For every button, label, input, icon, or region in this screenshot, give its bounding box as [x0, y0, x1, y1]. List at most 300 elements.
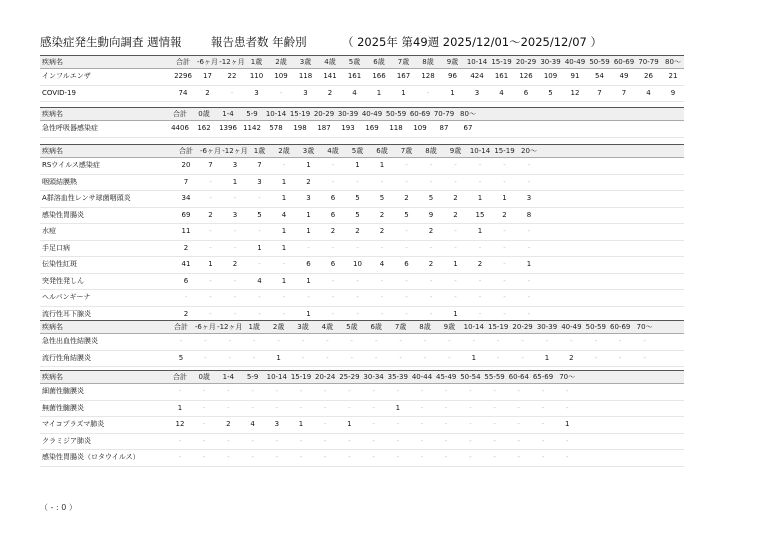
count-cell: 161 [347, 72, 362, 80]
column-header: 15-19 [290, 373, 312, 381]
column-header: 80～ [460, 110, 476, 118]
table-header [40, 370, 684, 384]
count-cell: - [299, 436, 303, 445]
count-cell: - [472, 337, 476, 345]
column-header: 15-19 [494, 147, 515, 155]
count-cell: - [429, 177, 433, 186]
column-header: 60-69 [610, 323, 631, 331]
count-cell: - [454, 227, 457, 235]
report-subtitle: 報告患者数 年齢別 [210, 35, 307, 49]
count-cell: - [405, 243, 408, 252]
count-cell: 3 [526, 194, 532, 202]
column-header: 25-29 [339, 373, 360, 381]
count-cell: 2 [183, 243, 189, 252]
header-disease-name: 疾病名 [42, 147, 63, 155]
count-cell: - [444, 420, 448, 428]
column-header: 10-14 [463, 323, 484, 331]
count-cell: 4 [499, 88, 504, 97]
count-cell: - [202, 436, 206, 445]
column-header: -6ヶ月 [200, 147, 221, 155]
count-cell: - [209, 293, 212, 301]
count-cell: 22 [227, 72, 237, 80]
count-cell: - [429, 161, 433, 169]
count-cell: - [251, 436, 254, 445]
column-header: 8歳 [425, 147, 437, 155]
count-cell: 1 [477, 227, 483, 235]
count-cell: 3 [254, 88, 259, 97]
count-cell: - [493, 387, 496, 395]
column-header: 7歳 [397, 58, 410, 66]
header-disease-name: 疾病名 [42, 58, 63, 66]
count-cell: - [493, 453, 496, 461]
count-cell: - [323, 387, 327, 395]
column-header: 合計 [173, 373, 187, 381]
count-cell: - [372, 436, 375, 445]
count-cell: 2 [379, 210, 385, 219]
count-cell: - [233, 309, 237, 318]
count-cell: - [454, 293, 457, 301]
count-cell: - [541, 387, 545, 395]
count-cell: - [527, 161, 531, 169]
count-cell: - [496, 337, 500, 345]
column-header: 55-59 [484, 373, 505, 381]
count-cell: - [202, 453, 206, 461]
count-cell: 6 [523, 88, 529, 97]
count-cell: - [282, 161, 286, 169]
column-header: 4歳 [327, 147, 339, 155]
column-header: 35-39 [387, 373, 408, 381]
count-cell: - [202, 420, 206, 428]
count-cell: - [277, 337, 280, 345]
column-header: -6ヶ月 [197, 58, 218, 66]
table-row [40, 208, 684, 225]
column-header: 80～ [665, 58, 681, 66]
count-cell: 12 [175, 420, 185, 428]
count-cell: - [323, 453, 327, 461]
count-cell: 109 [413, 124, 427, 132]
count-cell: - [178, 387, 182, 395]
count-cell: - [565, 387, 569, 395]
count-cell: - [350, 353, 354, 362]
column-header: 2歳 [272, 323, 285, 331]
count-cell: 1 [450, 88, 455, 97]
count-cell: - [643, 353, 646, 362]
count-cell: - [301, 353, 305, 362]
count-cell: - [258, 260, 261, 268]
column-header: 合計 [174, 323, 188, 331]
count-cell: 167 [396, 72, 411, 80]
count-cell: 1 [453, 260, 458, 268]
count-cell: 2 [404, 194, 409, 202]
count-cell: - [258, 309, 261, 318]
column-header: 20-29 [313, 110, 335, 118]
disease-name: COVID-19 [42, 88, 76, 97]
count-cell: 2 [306, 177, 311, 186]
count-cell: - [517, 453, 521, 461]
count-cell: - [565, 453, 569, 461]
table-row [40, 417, 684, 434]
count-cell: - [527, 177, 531, 186]
column-header: 60-64 [508, 373, 529, 381]
count-cell: - [478, 243, 482, 252]
count-cell: 1 [395, 403, 401, 412]
count-cell: - [541, 420, 545, 428]
count-cell: - [454, 276, 457, 285]
count-cell: 7 [597, 88, 602, 97]
count-cell: 2 [205, 88, 210, 97]
table-section [40, 55, 684, 102]
count-cell: - [527, 293, 531, 301]
count-cell: - [209, 177, 212, 186]
disease-name: 水痘 [42, 227, 56, 235]
count-cell: - [565, 436, 569, 445]
count-cell: - [570, 337, 573, 345]
count-cell: 7 [183, 177, 189, 186]
count-cell: - [178, 436, 182, 445]
count-cell: - [444, 403, 448, 412]
column-header: 5-9 [246, 110, 258, 118]
column-header: 7歳 [400, 147, 413, 155]
column-header: 10-14 [466, 58, 488, 66]
count-cell: - [279, 88, 283, 97]
count-cell: - [517, 420, 521, 428]
count-cell: - [618, 353, 622, 362]
count-cell: - [299, 453, 303, 461]
count-cell: - [396, 387, 400, 395]
table-row [40, 351, 684, 368]
footer-legend: （ - : 0 ） [40, 503, 77, 512]
count-cell: 11 [181, 227, 191, 235]
column-header: 1歳 [253, 147, 266, 155]
count-cell: - [405, 161, 408, 169]
count-cell: 1 [347, 420, 352, 428]
column-header: 50-59 [589, 58, 610, 66]
table-row [40, 434, 684, 451]
count-cell: 169 [365, 124, 379, 132]
table-row [40, 175, 684, 192]
count-cell: - [420, 453, 424, 461]
count-cell: 5 [178, 353, 184, 362]
count-cell: 109 [274, 72, 288, 80]
count-cell: - [527, 243, 531, 252]
count-cell: - [251, 387, 254, 395]
column-header: 30-34 [363, 373, 384, 381]
count-cell: - [478, 309, 482, 318]
count-cell: - [521, 353, 524, 362]
count-cell: - [405, 309, 408, 318]
column-header: 30-39 [337, 110, 359, 118]
count-cell: - [444, 436, 448, 445]
column-header: 40-49 [561, 323, 582, 331]
count-cell: - [396, 436, 400, 445]
count-cell: 166 [372, 72, 386, 80]
table-header [40, 144, 684, 158]
count-cell: 5 [548, 88, 553, 97]
count-cell: - [478, 177, 482, 186]
count-cell: - [469, 387, 472, 395]
count-cell: - [331, 276, 335, 285]
disease-name: マイコプラズマ肺炎 [42, 420, 105, 428]
count-cell: 87 [439, 124, 449, 132]
count-cell: - [275, 387, 279, 395]
count-cell: - [282, 309, 286, 318]
table-row [40, 334, 684, 351]
disease-name: 咽頭結膜熱 [42, 177, 77, 186]
report-title: 感染症発生動向調査 週情報 [40, 35, 182, 49]
count-cell: 1 [401, 88, 406, 97]
column-header: 50-54 [460, 373, 481, 381]
count-cell: 9 [428, 210, 434, 219]
count-cell: - [469, 453, 472, 461]
count-cell: 1 [281, 276, 287, 285]
count-cell: - [282, 260, 286, 268]
count-cell: - [405, 293, 408, 301]
column-header: 5歳 [348, 58, 361, 66]
count-cell: - [227, 453, 230, 461]
count-cell: - [420, 420, 424, 428]
count-cell: - [356, 276, 359, 285]
count-cell: 1 [471, 353, 477, 362]
column-header: 40-49 [564, 58, 586, 66]
count-cell: 2 [453, 194, 458, 202]
count-cell: 2 [477, 260, 483, 268]
disease-name: 感染性胃腸炎（ロタウイルス） [42, 453, 140, 461]
column-header: 1歳 [248, 323, 260, 331]
count-cell: - [374, 353, 378, 362]
count-cell: - [478, 276, 482, 285]
column-header: 3歳 [297, 323, 309, 331]
count-cell: - [517, 387, 521, 395]
count-cell: - [209, 227, 212, 235]
count-cell: 67 [463, 124, 473, 132]
count-cell: - [380, 243, 384, 252]
table-row [40, 450, 684, 467]
column-header: 10-14 [265, 110, 287, 118]
count-cell: 12 [570, 88, 580, 97]
column-header: 60-69 [613, 58, 635, 66]
count-cell: 162 [197, 124, 211, 132]
count-cell: - [478, 293, 482, 301]
count-cell: 1 [544, 353, 550, 362]
count-cell: - [405, 177, 408, 186]
report-title-line [40, 34, 602, 50]
count-cell: - [202, 387, 206, 395]
count-cell: 1 [177, 403, 183, 412]
disease-name: 急性出血性結膜炎 [42, 337, 98, 345]
disease-name: ヘルパンギーナ [42, 293, 91, 301]
count-cell: 1 [355, 161, 360, 169]
table-row [40, 257, 684, 274]
count-cell: - [541, 403, 545, 412]
count-cell: 1 [281, 194, 287, 202]
count-cell: - [565, 403, 569, 412]
count-cell: 7 [621, 88, 627, 97]
count-cell: - [423, 353, 427, 362]
count-cell: 1 [281, 243, 287, 252]
disease-name: 無菌性髄膜炎 [42, 403, 84, 412]
count-cell: - [372, 387, 375, 395]
count-cell: - [323, 436, 327, 445]
disease-name: 流行性角結膜炎 [42, 353, 91, 362]
count-cell: - [209, 276, 212, 285]
disease-name: A群溶血性レンサ球菌咽頭炎 [42, 194, 131, 202]
column-header: 6歳 [370, 323, 382, 331]
column-header: 20-29 [512, 323, 533, 331]
count-cell: - [503, 177, 506, 186]
count-cell: - [618, 337, 622, 345]
header-disease-name: 疾病名 [42, 110, 63, 118]
count-cell: 2 [183, 309, 189, 318]
count-cell: - [399, 353, 402, 362]
count-cell: - [202, 403, 206, 412]
count-cell: 15 [475, 210, 485, 219]
count-cell: 1 [306, 210, 311, 219]
count-cell: - [541, 453, 545, 461]
disease-name: 突発性発しん [42, 276, 84, 285]
table-section [40, 144, 684, 323]
count-cell: 6 [330, 260, 336, 268]
count-cell: - [426, 88, 430, 97]
count-cell: - [420, 436, 424, 445]
count-cell: - [503, 276, 506, 285]
table-row [40, 290, 684, 307]
count-cell: 4 [379, 260, 385, 268]
count-cell: - [517, 436, 521, 445]
count-cell: - [527, 227, 531, 235]
header-disease-name: 疾病名 [42, 373, 63, 381]
count-cell: 1 [376, 88, 382, 97]
disease-name: 急性呼吸器感染症 [42, 124, 98, 132]
count-cell: - [429, 243, 433, 252]
table-row [40, 86, 684, 103]
column-header: 70-79 [638, 58, 659, 66]
count-cell: - [228, 337, 232, 345]
count-cell: 9 [670, 88, 676, 97]
count-cell: - [444, 453, 448, 461]
count-cell: - [275, 403, 279, 412]
count-cell: - [326, 337, 329, 345]
count-cell: - [204, 353, 207, 362]
column-header: 7歳 [394, 323, 407, 331]
count-cell: 6 [183, 276, 189, 285]
table-header [40, 320, 684, 334]
count-cell: - [396, 453, 400, 461]
count-cell: 4 [646, 88, 651, 97]
count-cell: - [331, 177, 335, 186]
count-cell: 10 [353, 260, 362, 268]
count-cell: - [209, 309, 212, 318]
column-header: 5歳 [351, 147, 364, 155]
count-cell: 17 [203, 72, 212, 80]
column-header: -12ヶ月 [222, 147, 248, 155]
count-cell: - [496, 353, 500, 362]
count-cell: 118 [298, 72, 313, 80]
disease-name: RSウイルス感染症 [42, 161, 100, 169]
count-cell: 4 [281, 210, 287, 219]
count-cell: - [350, 337, 354, 345]
count-cell: - [228, 353, 232, 362]
count-cell: 6 [330, 210, 336, 219]
count-cell: 5 [404, 210, 409, 219]
column-header: 8歳 [422, 58, 434, 66]
column-header: 40-49 [361, 110, 383, 118]
header-disease-name: 疾病名 [42, 323, 63, 331]
table-row [40, 224, 684, 241]
count-cell: - [454, 161, 457, 169]
count-cell: - [233, 276, 237, 285]
count-cell: - [503, 293, 506, 301]
count-cell: - [594, 353, 598, 362]
count-cell: 187 [317, 124, 331, 132]
count-cell: - [493, 436, 496, 445]
count-cell: 41 [181, 260, 191, 268]
count-cell: - [444, 387, 448, 395]
report-period: （ 2025年 第49週 2025/12/01～2025/12/07 ） [341, 35, 603, 49]
count-cell: - [380, 276, 384, 285]
count-cell: - [454, 243, 457, 252]
count-cell: - [331, 309, 335, 318]
disease-name: 手足口病 [42, 243, 70, 252]
count-cell: 54 [595, 72, 604, 80]
column-header: 15-19 [491, 58, 512, 66]
count-cell: 96 [448, 72, 457, 80]
disease-name: 細菌性髄膜炎 [42, 387, 84, 395]
count-cell: - [307, 293, 310, 301]
count-cell: 424 [470, 72, 484, 80]
column-header: 合計 [173, 110, 187, 118]
count-cell: - [323, 403, 327, 412]
column-header: 5歳 [346, 323, 358, 331]
count-cell: - [356, 309, 359, 318]
table-row [40, 401, 684, 418]
count-cell: - [275, 436, 279, 445]
count-cell: 2 [355, 227, 360, 235]
count-cell: - [323, 420, 327, 428]
table-row [40, 274, 684, 291]
table-section [40, 107, 684, 138]
column-header: 30-39 [536, 323, 558, 331]
count-cell: 5 [379, 194, 385, 202]
count-cell: 1 [526, 260, 532, 268]
column-header: 9歳 [443, 323, 456, 331]
column-header: 70-79 [433, 110, 455, 118]
count-cell: - [258, 293, 261, 301]
count-cell: - [227, 436, 230, 445]
count-cell: - [643, 337, 646, 345]
table-row [40, 241, 684, 258]
count-cell: - [493, 420, 496, 428]
count-cell: - [493, 403, 496, 412]
count-cell: - [331, 243, 335, 252]
count-cell: - [348, 453, 351, 461]
count-cell: 578 [269, 124, 283, 132]
count-cell: - [380, 293, 384, 301]
count-cell: - [326, 353, 329, 362]
column-header: 2歳 [278, 147, 290, 155]
column-header: 45-49 [436, 373, 457, 381]
count-cell: 2 [226, 420, 231, 428]
count-cell: 1 [453, 309, 458, 318]
column-header: 20-24 [315, 373, 336, 381]
count-cell: - [454, 177, 457, 186]
count-cell: 3 [232, 161, 238, 169]
count-cell: 1 [477, 194, 483, 202]
count-cell: 21 [668, 72, 678, 80]
column-header: 70～ [559, 373, 576, 381]
count-cell: 5 [355, 194, 360, 202]
count-cell: 7 [257, 161, 262, 169]
count-cell: - [252, 353, 256, 362]
